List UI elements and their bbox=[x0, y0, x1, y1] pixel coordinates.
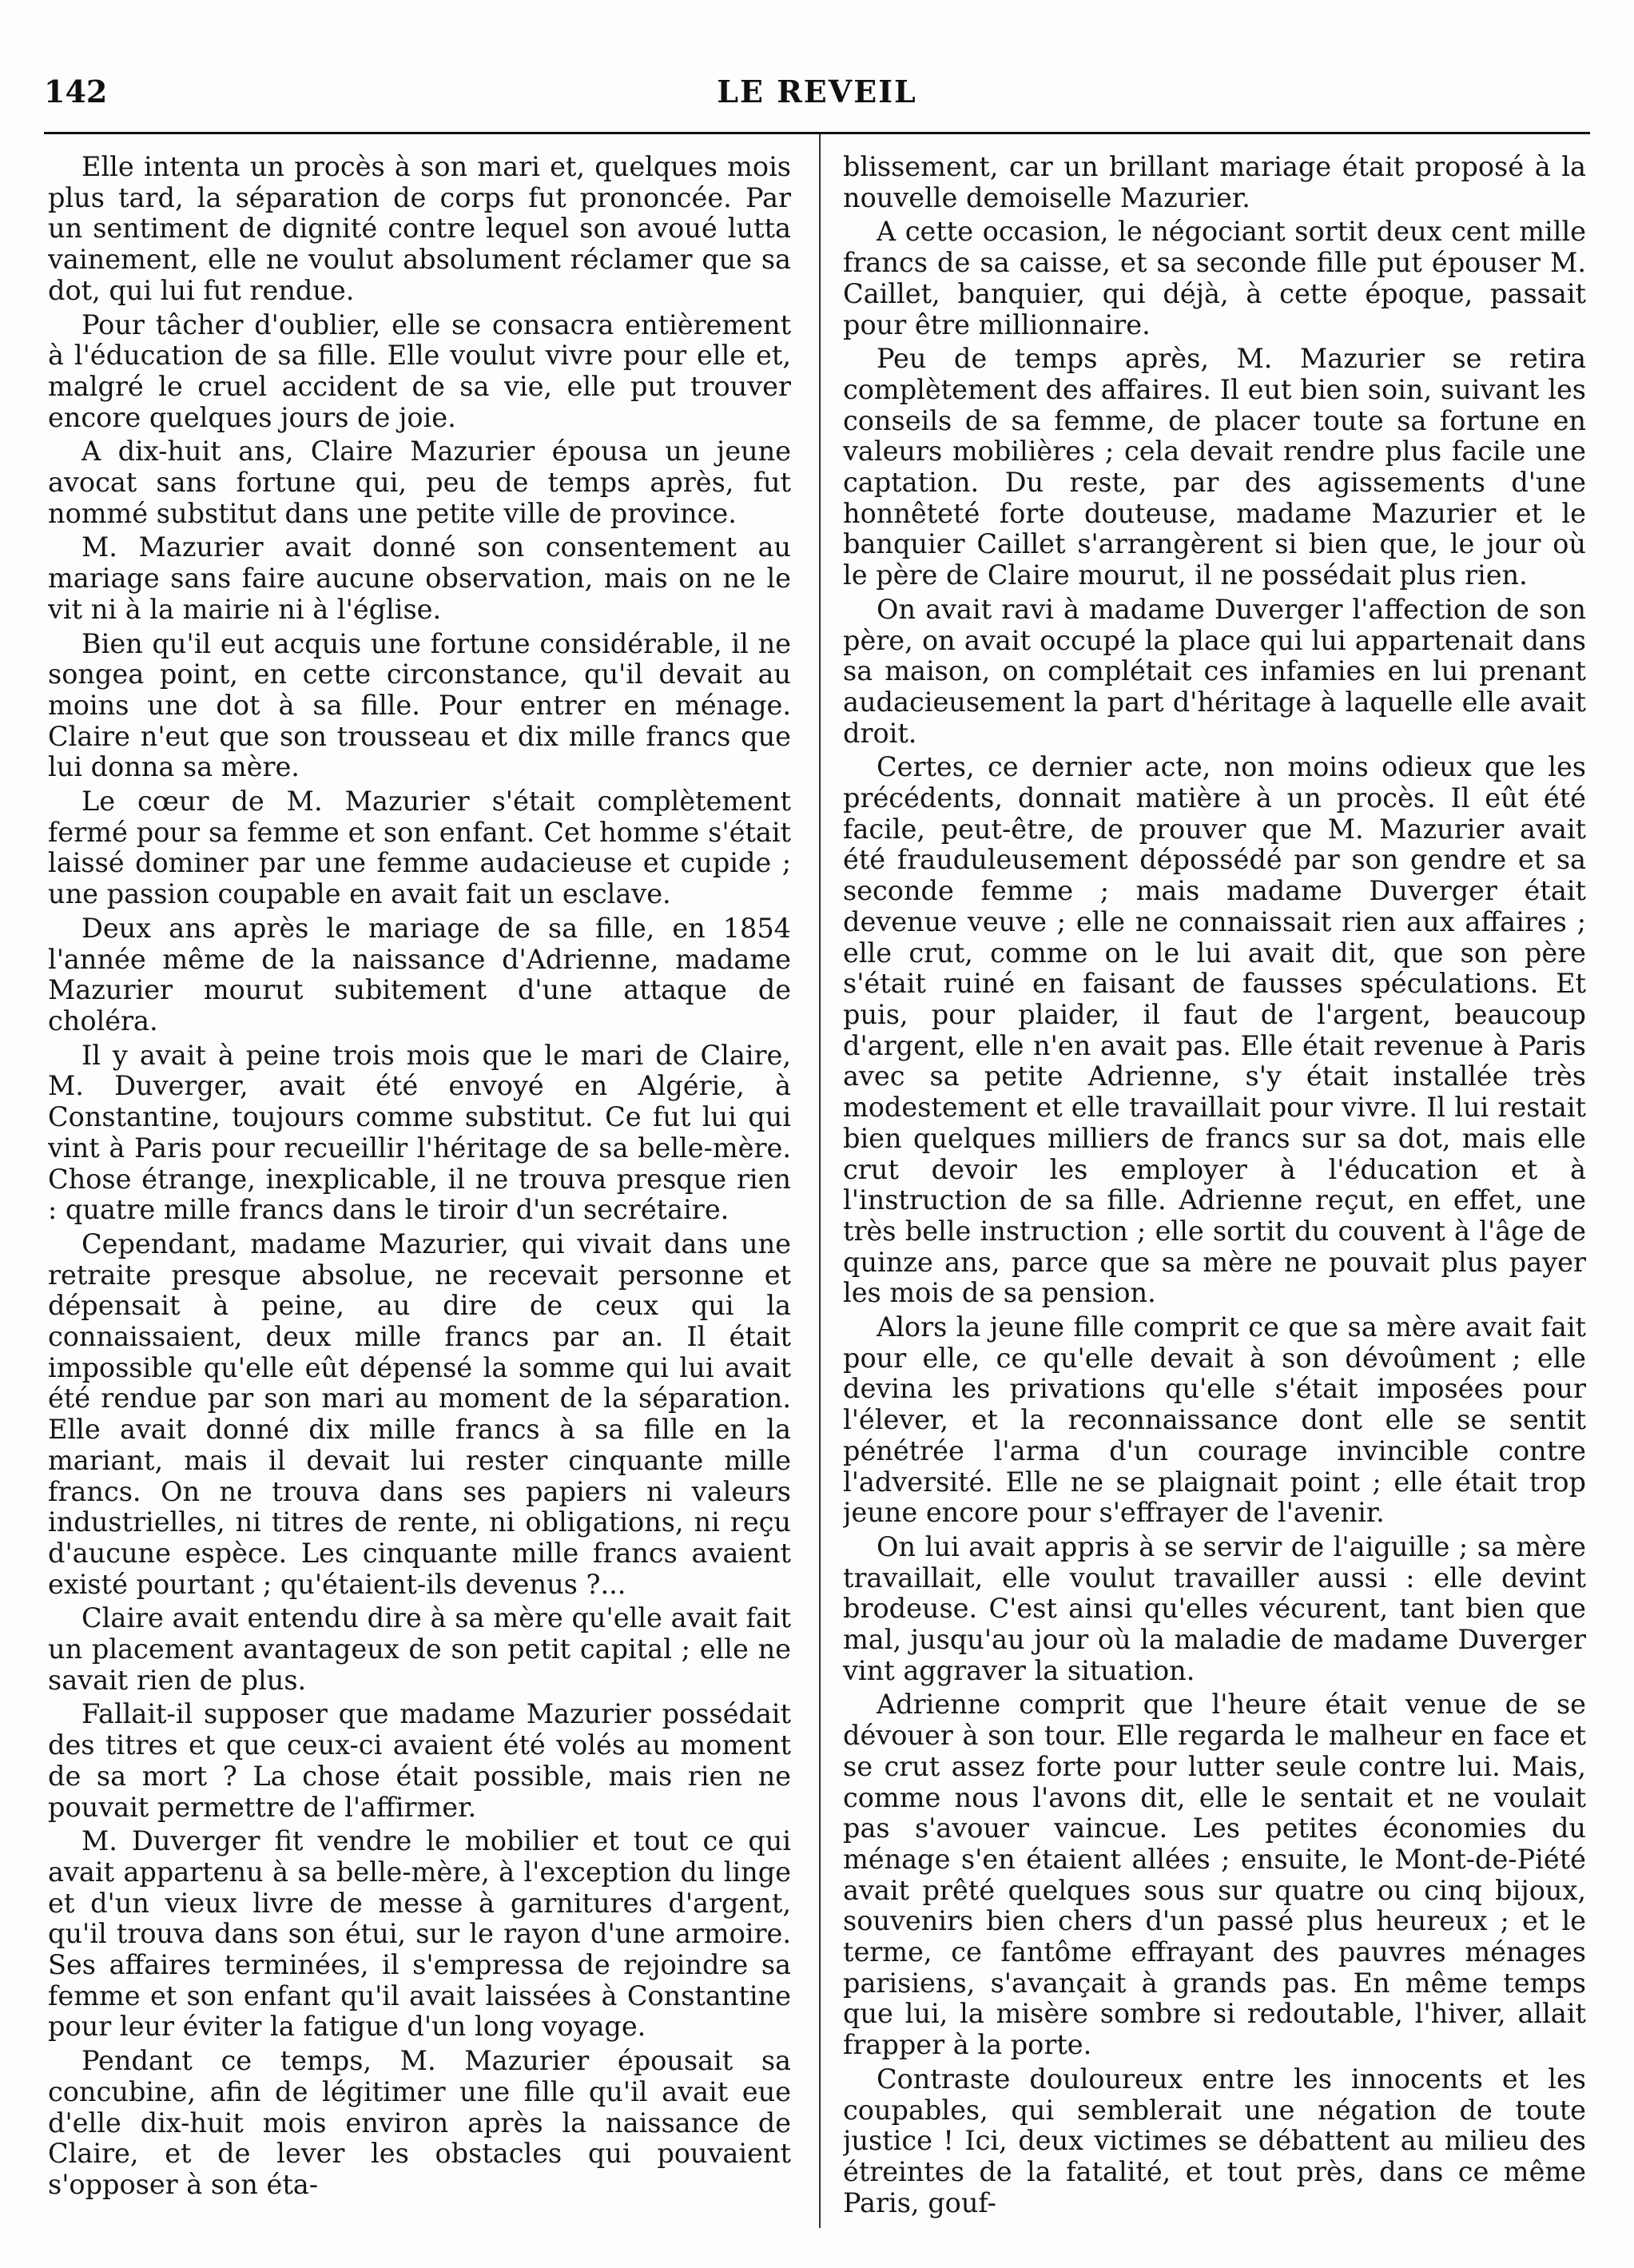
paragraph: Peu de temps après, M. Mazurier se retira complètement des affaires. Il eut bien soin, suivant les conseils de sa femme, de placer toute sa fortune en valeurs mobilières ; cela devait rendre plus facile une captation. Du reste, par des agissements d'une honnêteté forte douteuse, madame Mazurier et le banquier Caillet s'arrangèrent si bien que, le jour où le père de Claire mourut, il ne possédait plus rien. bbox=[843, 343, 1586, 591]
paragraph: Cependant, madame Mazurier, qui vivait dans une retraite presque absolue, ne recevait personne et dépensait à peine, au dire de ceux qui la connaissaient, deux mille francs par an. Il était impossible qu'elle eût dépensé la somme qui lui avait été rendue par son mari au moment de la séparation. Elle avait donné dix mille francs à sa fille en la mariant, mais il devait lui rester cinquante mille francs. On ne trouva dans ses papiers ni valeurs industrielles, ni titres de rente, ni obligations, ni reçu d'aucune espèce. Les cinquante mille francs avaient existé pourtant ; qu'étaient-ils devenus ?... bbox=[48, 1228, 791, 1600]
paragraph: Adrienne comprit que l'heure était venue de se dévouer à son tour. Elle regarda le malheur en face et se crut assez forte pour lutter seule contre lui. Mais, comme nous l'avons dit, elle le sentait et ne voulait pas s'avouer vaincue. Les petites économies du ménage s'en étaient allées ; ensuite, le Mont-de-Piété avait prêté quelques sous sur quatre ou cinq bijoux, souvenirs bien chers d'un passé plus heureux ; et le terme, ce fantôme effrayant des pauvres ménages parisiens, s'avançait à grands pas. En même temps que lui, la misère sombre si redoutable, l'hiver, allait frapper à la porte. bbox=[843, 1689, 1586, 2061]
paragraph: On avait ravi à madame Duverger l'affection de son père, on avait occupé la place qui lui appartenait dans sa maison, on complétait ces infamies en lui prenant audacieusement la part d'héritage à laquelle elle avait droit. bbox=[843, 593, 1586, 749]
paragraph-continued: blissement, car un brillant mariage était proposé à la nouvelle demoiselle Mazurier. bbox=[843, 152, 1586, 213]
column-divider bbox=[819, 134, 821, 2228]
paragraph: Deux ans après le mariage de sa fille, en 1854 l'année même de la naissance d'Adrienne, madame Mazurier mourut subitement d'une attaque de choléra. bbox=[48, 912, 791, 1037]
paragraph: M. Duverger fit vendre le mobilier et tout ce qui avait appartenu à sa belle-mère, à l'exception du linge et d'un vieux livre de messe à garnitures d'argent, qu'il trouva dans son étui, sur le rayon d'une armoire. Ses affaires terminées, il s'empressa de rejoindre sa femme et son enfant qu'il avait laissées à Constantine pour leur éviter la fatigue d'un long voyage. bbox=[48, 1825, 791, 2043]
paragraph: Claire avait entendu dire à sa mère qu'elle avait fait un placement avantageux de son petit capital ; elle ne savait rien de plus. bbox=[48, 1602, 791, 1696]
paragraph: On lui avait appris à se servir de l'aiguille ; sa mère travaillait, elle voulut travailler aussi : elle devint brodeuse. C'est ainsi qu'elles vécurent, tant bien que mal, jusqu'au jour où la maladie de madame Duverger vint aggraver la situation. bbox=[843, 1530, 1586, 1686]
paragraph: Contraste douloureux entre les innocents et les coupables, qui semblerait une négation de toute justice ! Ici, deux victimes se débattent au milieu des étreintes de la fatalité, et tout près, dans ce même Paris, gouf- bbox=[843, 2063, 1586, 2218]
paragraph: Alors la jeune fille comprit ce que sa mère avait fait pour elle, ce qu'elle devait à son dévoûment ; elle devina les privations qu'elle s'était imposées pour l'élever, et la reconnaissance dont elle se sentit pénétrée l'arma d'un courage invincible contre l'adversité. Elle ne se plaignait point ; elle était trop jeune encore pour s'effrayer de l'avenir. bbox=[843, 1311, 1586, 1529]
paragraph: Elle intenta un procès à son mari et, quelques mois plus tard, la séparation de corps fut prononcée. Par un sentiment de dignité contre lequel son avoué lutta vainement, elle ne voulut absolument réclamer que sa dot, qui lui fut rendue. bbox=[48, 152, 791, 306]
paragraph: Le cœur de M. Mazurier s'était complètement fermé pour sa femme et son enfant. Cet homme s'était laissé dominer par une femme audacieuse et cupide ; une passion coupable en avait fait un esclave. bbox=[48, 786, 791, 910]
journal-title: LE REVEIL bbox=[717, 74, 917, 109]
paragraph: M. Mazurier avait donné son consentement au mariage sans faire aucune observation, mais on ne le vit ni à la mairie ni à l'église. bbox=[48, 531, 791, 625]
page-header bbox=[44, 74, 1590, 121]
page-number: 142 bbox=[44, 74, 108, 109]
header-rule bbox=[44, 132, 1590, 134]
paragraph: Fallait-il supposer que madame Mazurier possédait des titres et que ceux-ci avaient été volés au moment de sa mort ? La chose était possible, mais rien ne pouvait permettre de l'affirmer. bbox=[48, 1698, 791, 1823]
left-column bbox=[48, 152, 791, 2230]
paragraph: Pendant ce temps, M. Mazurier épousait sa concubine, afin de légitimer une fille qu'il avait eue d'elle dix-huit mois environ après la naissance de Claire, et de lever les obstacles qui pouvaient s'opposer à son éta- bbox=[48, 2045, 791, 2200]
paragraph: A cette occasion, le négociant sortit deux cent mille francs de sa caisse, et sa seconde fille put épouser M. Caillet, banquier, qui déjà, à cette époque, passait pour être millionnaire. bbox=[843, 216, 1586, 340]
paragraph: Certes, ce dernier acte, non moins odieux que les précédents, donnait matière à un procès. Il eût été facile, peut-être, de prouver que M. Mazurier avait été frauduleusement dépossédé par son gendre et sa seconde femme ; mais madame Duverger était devenue veuve ; elle ne connaissait rien aux affaires ; elle crut, comme on le lui avait dit, que son père s'était ruiné en faisant de fausses spéculations. Et puis, pour plaider, il faut de l'argent, beaucoup d'argent, elle n'en avait pas. Elle était revenue à Paris avec sa petite Adrienne, s'y était installée très modestement et elle travaillait pour vivre. Il lui restait bien quelques milliers de francs sur sa dot, mais elle crut devoir les employer à l'éducation et à l'instruction de sa fille. Adrienne reçut, en effet, une très belle instruction ; elle sortit du couvent à l'âge de quinze ans, parce que sa mère ne pouvait plus payer les mois de sa pension. bbox=[843, 751, 1586, 1309]
paragraph: Il y avait à peine trois mois que le mari de Claire, M. Duverger, avait été envoyé en Algérie, à Constantine, toujours comme substitut. Ce fut lui qui vint à Paris pour recueillir l'héritage de sa belle-mère. Chose étrange, inexplicable, il ne trouva presque rien : quatre mille francs dans le tiroir d'un secrétaire. bbox=[48, 1039, 791, 1226]
right-column bbox=[843, 152, 1586, 2230]
paragraph: Bien qu'il eut acquis une fortune considérable, il ne songea point, en cette circonstance, qu'il devait au moins une dot à sa fille. Pour entrer en ménage. Claire n'eut que son trousseau et dix mille francs que lui donna sa mère. bbox=[48, 627, 791, 783]
paragraph: A dix-huit ans, Claire Mazurier épousa un jeune avocat sans fortune qui, peu de temps après, fut nommé substitut dans une petite ville de province. bbox=[48, 436, 791, 529]
paragraph: Pour tâcher d'oublier, elle se consacra entièrement à l'éducation de sa fille. Elle voulut vivre pour elle et, malgré le cruel accident de sa vie, elle put trouver encore quelques jours de joie. bbox=[48, 308, 791, 433]
